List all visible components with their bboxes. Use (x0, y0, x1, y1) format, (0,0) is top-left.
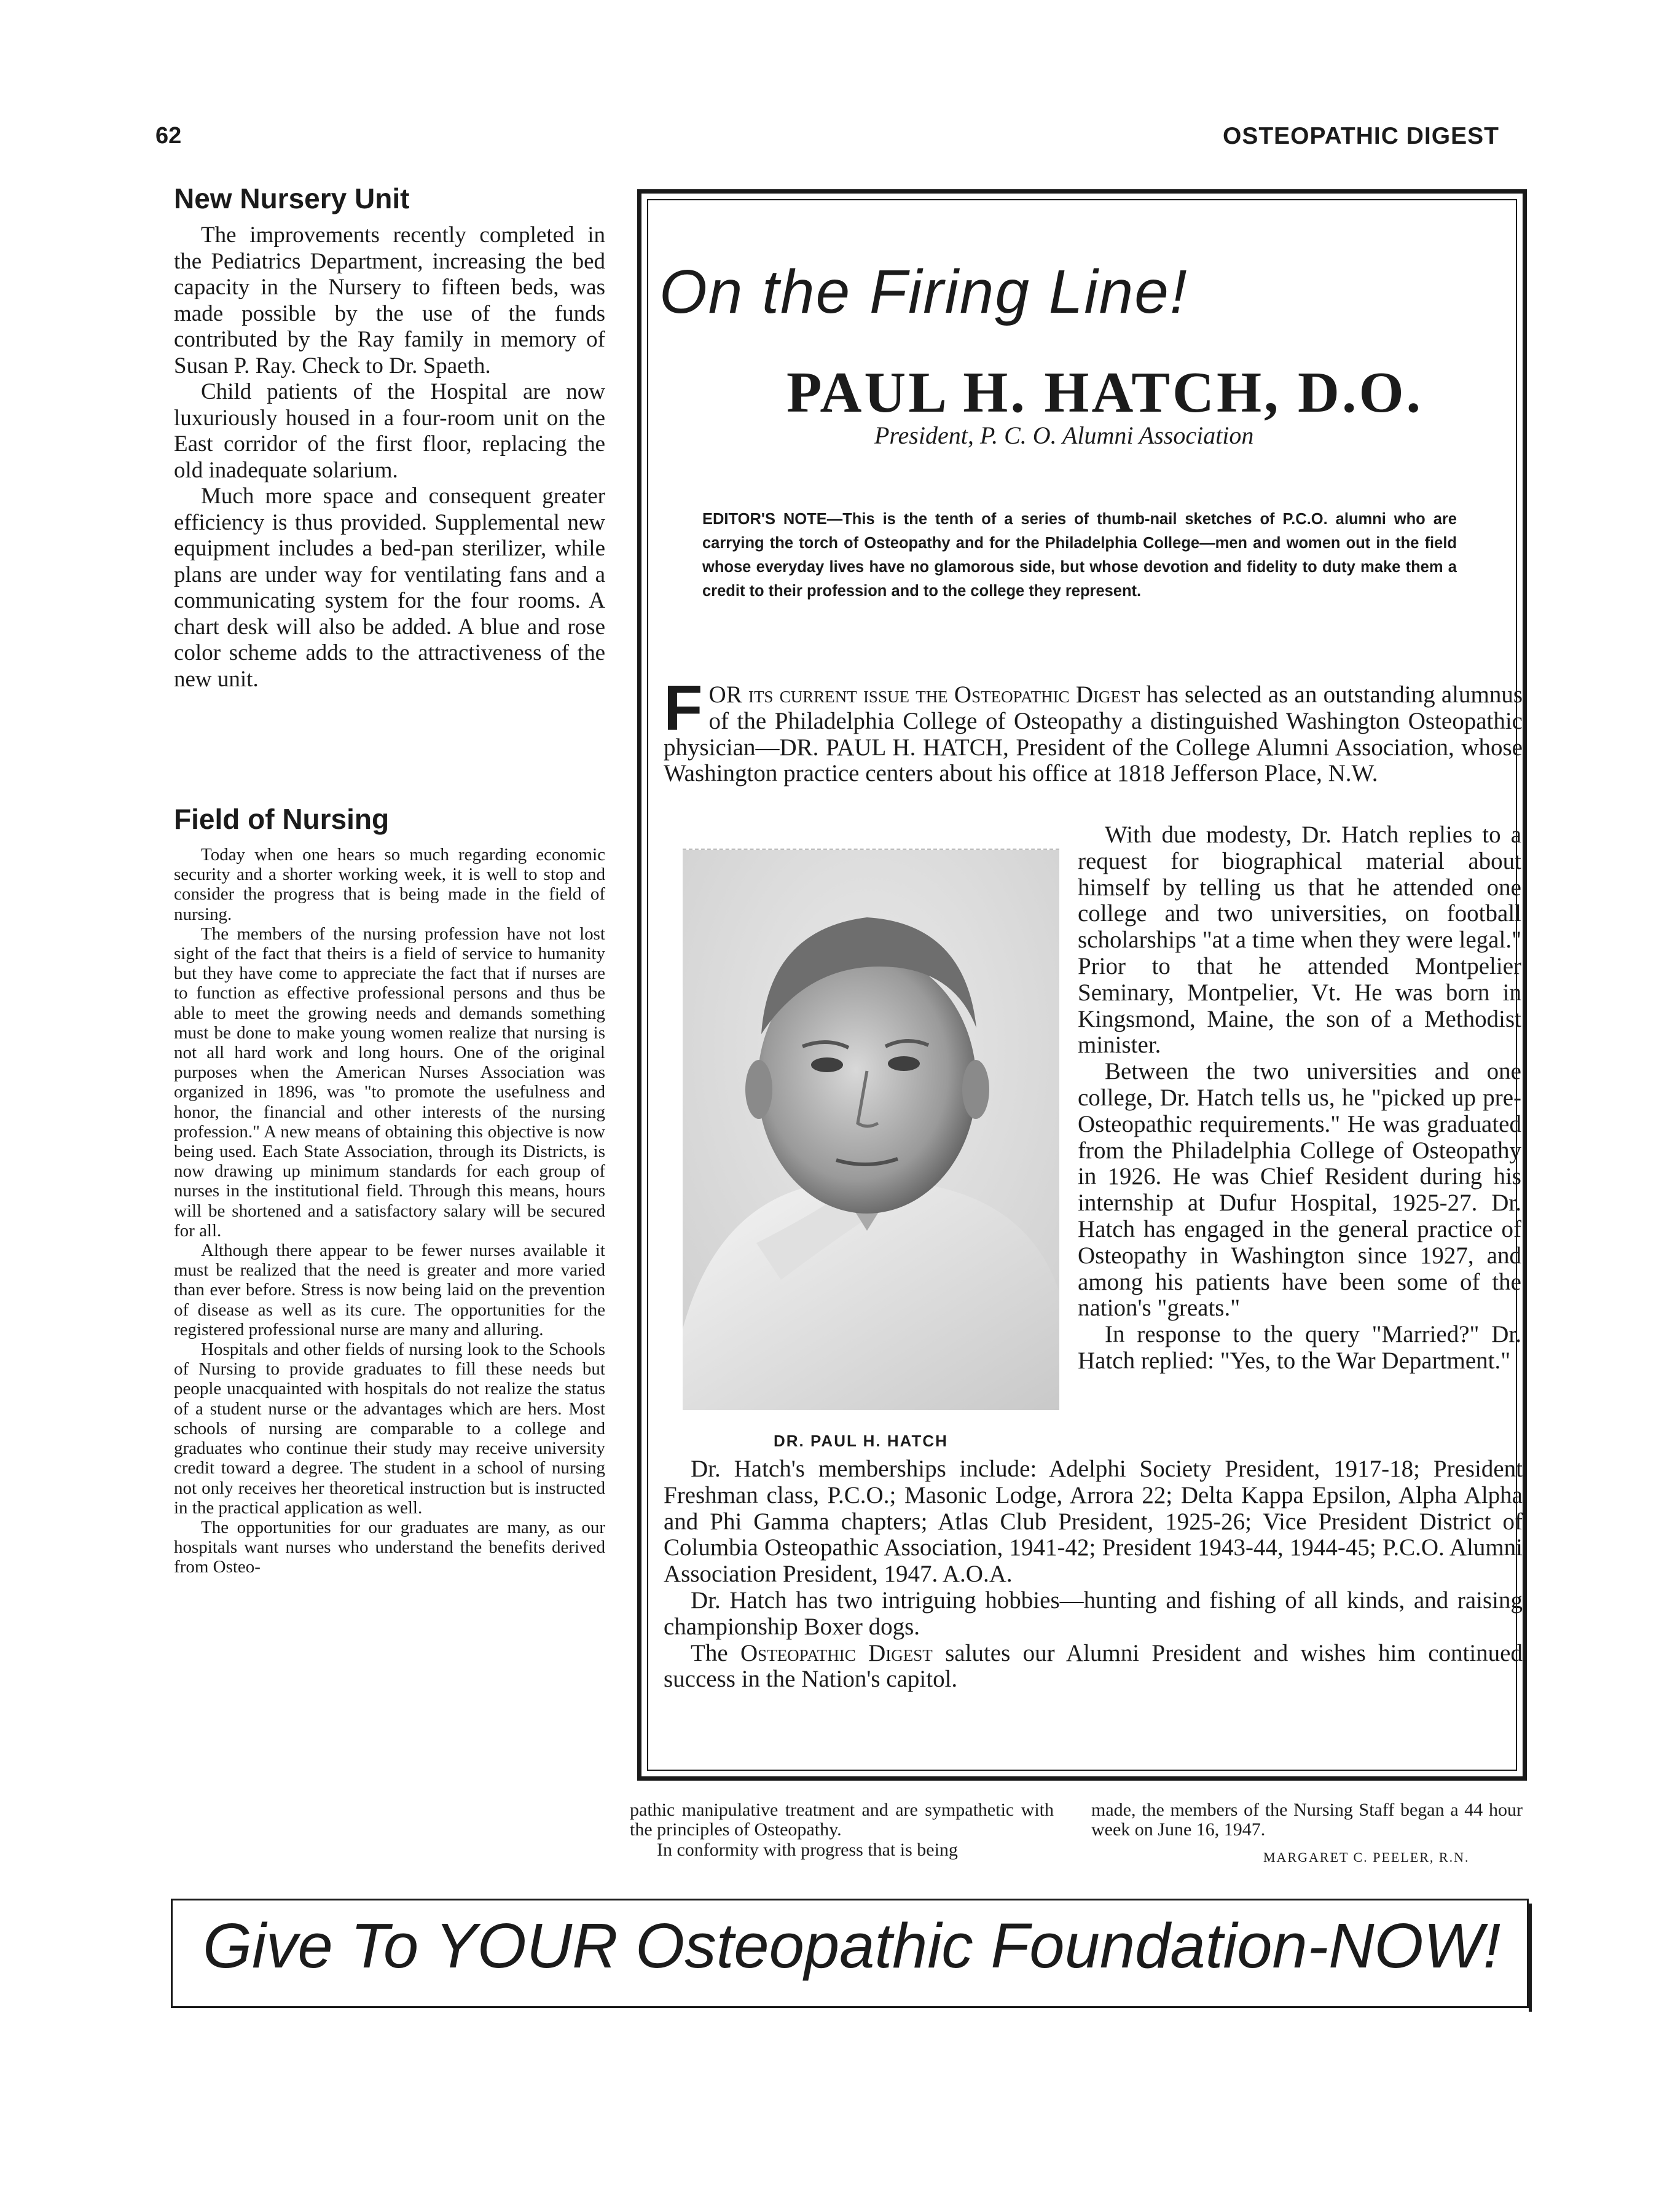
nursing-paragraph: The opportunities for our graduates are many, as our hospitals want nurses who understand the benefits derived from Osteo- (174, 1517, 605, 1577)
publication-name: Osteopathic Digest (954, 681, 1140, 708)
article-continued (664, 1456, 1523, 1693)
article-subtitle: President, P. C. O. Alumni Association (874, 422, 1254, 449)
banner-text: Give To YOUR Osteopathic Foundation-NOW! (203, 1910, 1501, 1981)
article-paragraph: In response to the query "Married?" Dr. Hatch replied: "Yes, to the War Department." (1078, 1321, 1521, 1374)
nursery-paragraph: The improvements recently completed in the Pediatrics Department, increasing the bed capacity in the Nursery to fifteen beds, was made possible by the use of the funds contributed by the Ray family in memory of Susan P. Ray. Check to Dr. Spaeth. (174, 222, 605, 378)
nursing-paragraph: made, the members of the Nursing Staff began a 44 hour week on June 16, 1947. (1091, 1800, 1523, 1840)
article-lead-paragraph (664, 673, 1523, 787)
article-paragraph: Dr. Hatch's memberships include: Adelphi Society President, 1917-18; President Freshman class, P.C.O.; Masonic Lodge, Arrora 22; Delta Kappa Epsilon, Alpha Alpha and Phi Gamma chapters; Atlas Club President, 1925-26; Vice President District of Columbia Osteopathic Association, 1941-42; President 1943-44, 1944-45; P.C.O. Alumni Association President, 1947. A.O.A. (664, 1456, 1523, 1588)
article-headline: PAUL H. HATCH, D.O. (786, 361, 1424, 425)
running-head: OSTEOPATHIC DIGEST (1223, 123, 1499, 149)
photo-caption: DR. PAUL H. HATCH (774, 1432, 948, 1450)
publication-name: Osteopathic Digest (740, 1639, 933, 1666)
article-paragraph: Between the two universities and one college, Dr. Hatch tells us, he "picked up pre-Osteopathic requirements." He was graduated from the Philadelphia College of Osteopathy in 1926. He was Chief Resident during his internship at Dufur Hospital, 1925-27. Dr. Hatch has engaged in the general practice of Osteopathy in Washington since 1927, and among his patients have been some of the nation's "greats." (1078, 1058, 1521, 1322)
field-of-nursing-body (174, 845, 605, 1577)
portrait-image (683, 850, 1059, 1410)
article-paragraph: With due modesty, Dr. Hatch replies to a request for biographical material about himself by telling us that he attended one college and two universities, on football scholarships "at a time when they were legal." Prior to that he attended Montpelier Seminary, Montpelier, Vt. He was born in Kingsmond, Maine, the son of a Methodist minister. (1078, 822, 1521, 1059)
lead-text: has selected as an outstanding alumnus of the Philadelphia College of Osteopathy a distinguished Washington Osteopathic physician—DR. PAUL H. HATCH, President of the College Alumni Association, whose Washington practice centers about his office at 1818 Jefferson Place, N.W. (664, 681, 1523, 787)
nursing-paragraph: pathic manipulative treatment and are sympathetic with the principles of Osteopathy. (630, 1800, 1054, 1840)
author-signature: MARGARET C. PEELER, R.N. (1263, 1849, 1470, 1865)
section-title-field-of-nursing: Field of Nursing (174, 803, 390, 835)
article-closing-paragraph (664, 1641, 1523, 1693)
nursery-paragraph: Child patients of the Hospital are now luxuriously housed in a four-room unit on the East corridor of the first floor, replacing the old inadequate solarium. (174, 379, 605, 483)
editors-note: EDITOR'S NOTE—This is the tenth of a series of thumb-nail sketches of P.C.O. alumni who are carrying the torch of Osteopathy and for the Philadelphia College—men and women out in the field whose everyday lives have no glamorous side, but whose devotion and fidelity to duty make them a credit to their profession and to the college they represent. (702, 511, 1457, 600)
article-body (664, 673, 1523, 787)
nursing-paragraph: Although there appear to be fewer nurses available it must be realized that the need is greater and more varied than ever before. Stress is now being laid on the prevention of disease as well as its cure. The opportunities for the registered professional nurse are many and alluring. (174, 1241, 605, 1339)
closing-intro: The (691, 1639, 741, 1666)
article-paragraph: Dr. Hatch has two intriguing hobbies—hunting and fishing of all kinds, and raising championship Boxer dogs. (664, 1586, 1523, 1640)
article-wrap-column (1078, 822, 1521, 1375)
nursing-continued-right (1091, 1800, 1523, 1840)
nursery-paragraph: Much more space and consequent greater efficiency is thus provided. Supplemental new equipment includes a bed-pan sterilizer, while plans are under way for ventilating fans and a communicating system for the four rooms. A chart desk will also be added. A blue and rose color scheme adds to the attractiveness of the new unit. (174, 484, 605, 692)
portrait-photo (683, 849, 1059, 1410)
drop-cap: F (664, 673, 703, 744)
nursing-paragraph: Today when one hears so much regarding economic security and a shorter working week, it is well to stop and consider the progress that is being made in the field of nursing. (174, 845, 605, 924)
nursery-unit-body (174, 222, 605, 692)
page-number: 62 (155, 123, 182, 149)
nursing-paragraph: In conformity with progress that is being (657, 1839, 958, 1860)
section-title-new-nursery-unit: New Nursery Unit (174, 182, 410, 214)
nursing-paragraph: The members of the nursing profession have not lost sight of the fact that theirs is a field of service to humanity but they have come to appreciate the fact that if nurses are to function as effective professional persons and thus be able to meet the growing needs and demands something must be done to make young women realize that nursing is not all hard work and long hours. One of the original purposes when the American Nurses Association was organized in 1896, was "to promote the usefulness and honor, the financial and other interests of the nursing profession." A new means of obtaining this objective is now being used. Each State Association, through its Districts, is now drawing up minimum standards for each group of nurses in the institutional field. Through this means, hours will be shortened and a satisfactory salary will be secured for all. (174, 924, 605, 1241)
article-kicker: On the Firing Line! (659, 257, 1188, 326)
lead-intro: OR its current issue the (708, 681, 954, 708)
nursing-paragraph: Hospitals and other fields of nursing look to the Schools of Nursing to provide graduates to fill these needs but people unacquainted with hospitals do not realize the status of a student nurse or the advantages which are hers. Most schools of nursing are comparable to a college and graduates who continue their study may receive university credit toward a degree. The student in a school of nursing not only receives her theoretical instruction but is instructed in the practical application as well. (174, 1339, 605, 1518)
nursing-continued-middle (630, 1800, 1054, 1860)
closing-text: salutes our Alumni President and wishes him continued success in the Nation's capitol. (664, 1639, 1523, 1693)
